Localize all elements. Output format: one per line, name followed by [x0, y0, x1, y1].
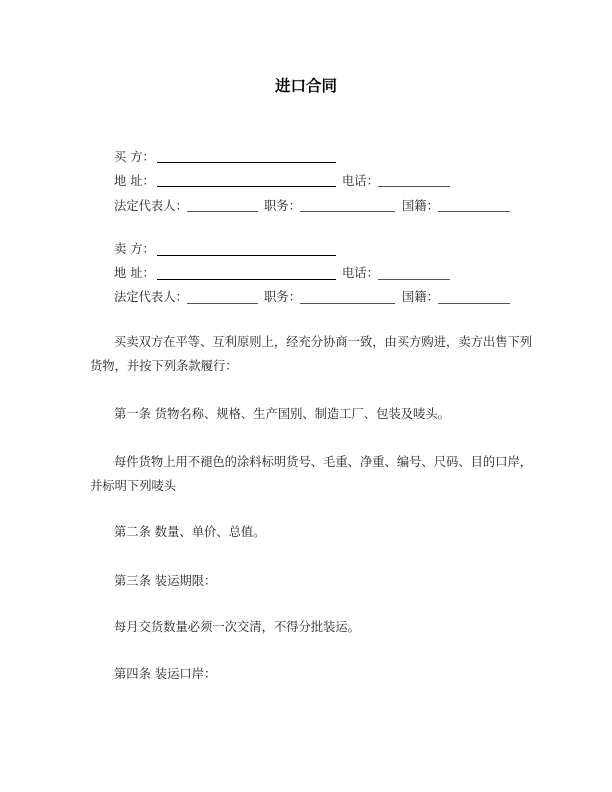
seller-position-field[interactable]: [300, 303, 395, 304]
buyer-position-label: 职务：: [264, 199, 301, 213]
buyer-name-field[interactable]: [157, 162, 336, 163]
seller-rep-label: 法定代表人：: [114, 290, 188, 304]
buyer-phone-field[interactable]: [378, 186, 450, 187]
seller-name-field[interactable]: [157, 255, 336, 256]
buyer-position-field[interactable]: [300, 211, 395, 212]
intro-paragraph-line2: 货物，并按下列条款履行：: [90, 359, 238, 373]
buyer-rep-field[interactable]: [187, 211, 258, 212]
article-1: 第一条 货物名称、规格、生产国别、制造工厂、包装及唛头。: [114, 407, 450, 421]
buyer-rep-label: 法定代表人：: [114, 199, 188, 213]
document-title: 进口合同: [274, 77, 337, 95]
buyer-phone-label: 电话：: [342, 174, 379, 188]
seller-phone-field[interactable]: [378, 279, 450, 280]
article-3: 第三条 装运期限：: [114, 574, 217, 588]
buyer-address-field[interactable]: [157, 186, 336, 187]
seller-nationality-field[interactable]: [438, 303, 510, 304]
buyer-nationality-field[interactable]: [438, 211, 510, 212]
delivery-paragraph: 每月交货数量必须一次交清，不得分批装运。: [114, 620, 360, 634]
seller-address-label: 地 址：: [114, 266, 155, 280]
buyer-label: 买 方：: [114, 150, 155, 164]
seller-position-label: 职务：: [264, 290, 301, 304]
article-2: 第二条 数量、单价、总值。: [114, 525, 266, 539]
seller-rep-field[interactable]: [187, 303, 258, 304]
seller-nationality-label: 国籍：: [402, 290, 439, 304]
marking-paragraph-line2: 并标明下列唛头: [90, 479, 177, 493]
buyer-address-label: 地 址：: [114, 174, 155, 188]
seller-phone-label: 电话：: [342, 266, 379, 280]
seller-address-field[interactable]: [157, 279, 336, 280]
buyer-nationality-label: 国籍：: [402, 199, 439, 213]
article-4: 第四条 装运口岸：: [114, 667, 217, 681]
intro-paragraph-line1: 买卖双方在平等、互利原则上，经充分协商一致，由买方购进，卖方出售下列: [114, 335, 533, 349]
marking-paragraph-line1: 每件货物上用不褪色的涂料标明货号、毛重、净重、编号、尺码、目的口岸，: [114, 455, 533, 469]
seller-label: 卖 方：: [114, 242, 155, 256]
